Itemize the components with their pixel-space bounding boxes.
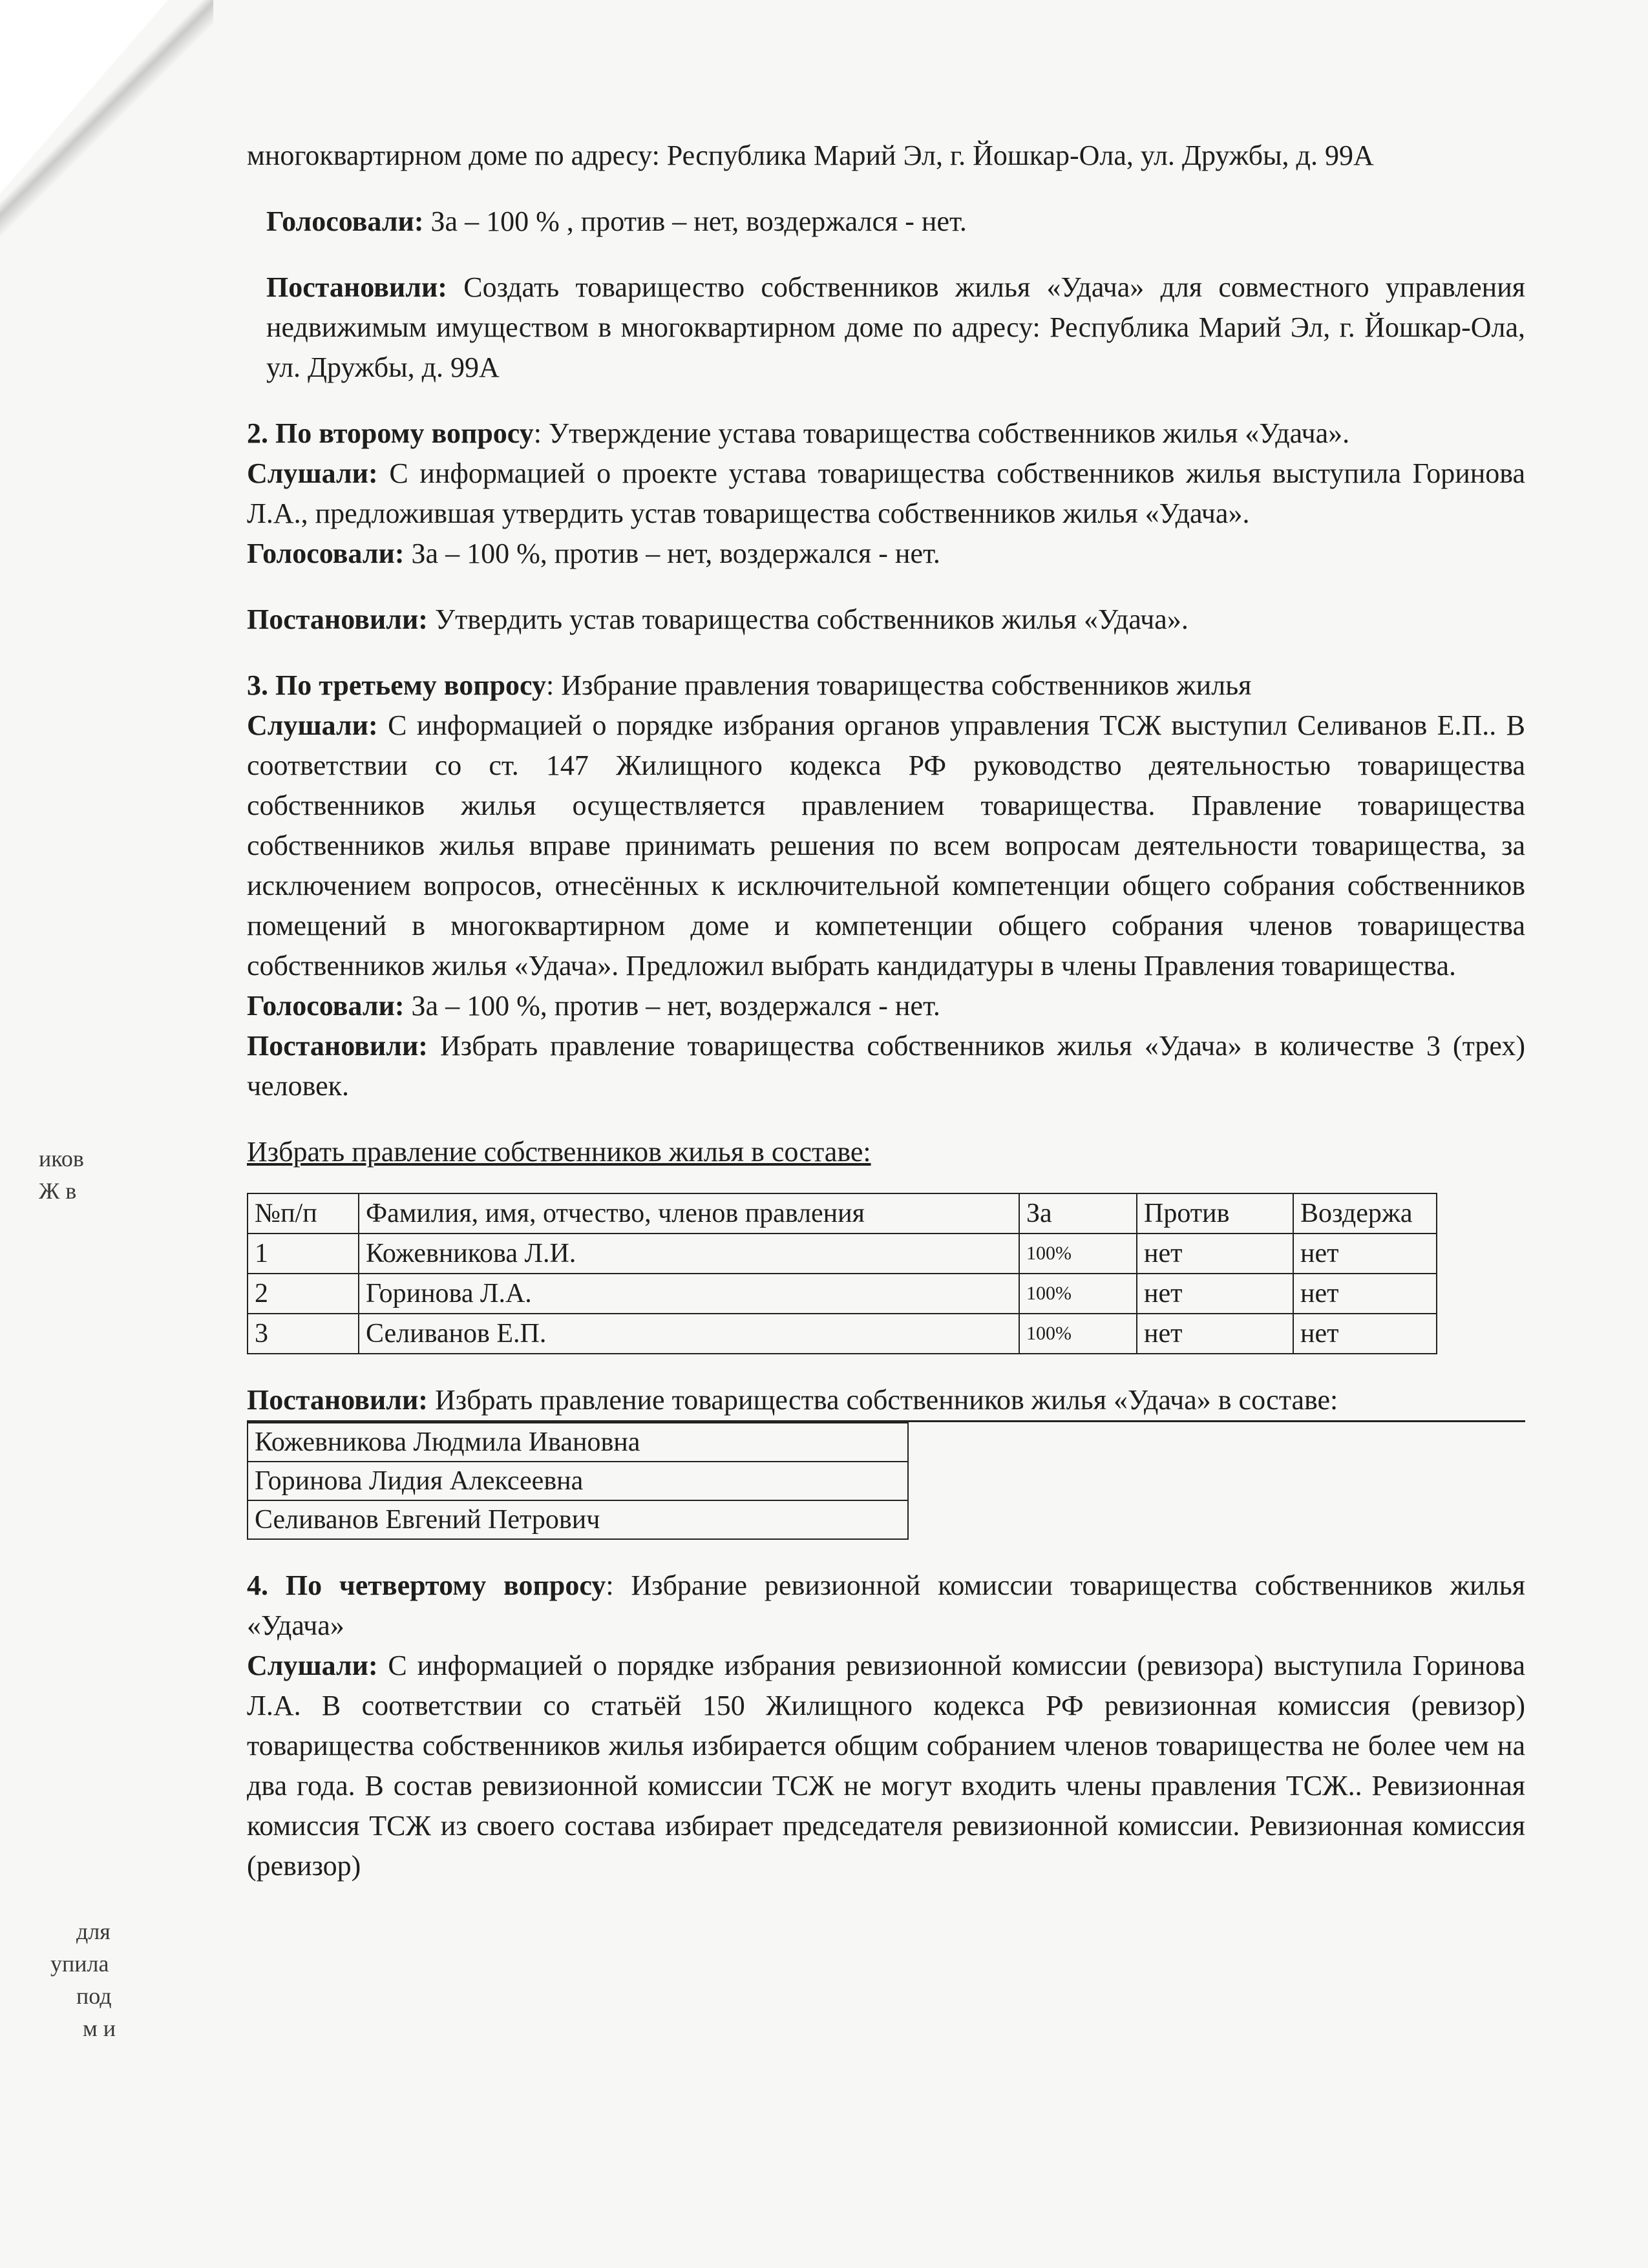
q3-voted [247, 986, 1525, 1026]
heard-text: С информацией о порядке избрания органов управления ТСЖ выступил Селиванов Е.П.. В соответствии со ст. 147 Жилищного кодекса РФ руководство деятельностью товарищества собственников жилья осуществляется правлением товарищества. Правление товарищества собственников жилья вправе принимать решения по всем вопросам деятельности товарищества, за исключением вопросов, отнесённых к исключительной компетенции общего собрания собственников помещений в многоквартирном доме и компетенции общего собрания членов товарищества собственников жилья «Удача». Предложил выбрать кандидатуры в члены Правления товарищества. [247, 709, 1525, 982]
resolved-label: Постановили: [247, 1030, 428, 1062]
heard-label: Слушали: [247, 709, 378, 741]
q3-final-resolved [247, 1380, 1525, 1422]
table-header-cell: Фамилия, имя, отчество, членов правления [359, 1193, 1019, 1234]
table-header-cell: Против [1137, 1193, 1293, 1234]
bleed-through-text: под [76, 1983, 112, 2009]
q1-resolved [247, 268, 1525, 388]
table-cell: Горинова Лидия Алексеевна [248, 1462, 908, 1500]
heard-text: С информацией о порядке избрания ревизионной комиссии (ревизора) выступила Горинова Л.А. В соответствии со статьёй 150 Жилищного кодекса РФ ревизионная комиссия (ревизор) товарищества собственников жилья избирается общим собранием членов товарищества не более чем на два года. В состав ревизионной комиссии ТСЖ не могут входить члены правления ТСЖ.. Ревизионная комиссия ТСЖ из своего состава избирает председателя ревизионной комиссии. Ревизионная комиссия (ревизор) [247, 1650, 1526, 1882]
table-row [248, 1274, 1437, 1314]
question-text: : Утверждение устава товарищества собственников жилья «Удача». [533, 417, 1350, 449]
heard-text: С информацией о проекте устава товарищества собственников жилья выступила Горинова Л.А., предложившая утвердить устав товарищества собственников жилья «Удача». [247, 457, 1526, 529]
bleed-through-text: Ж в [39, 1178, 77, 1204]
heard-label: Слушали: [247, 457, 378, 489]
table-row [248, 1500, 908, 1539]
table-cell: Кожевникова Людмила Ивановна [248, 1423, 908, 1462]
voted-text: За – 100 %, против – нет, воздержался - нет. [411, 990, 940, 1022]
resolved-label: Постановили: [247, 1384, 428, 1416]
document-body [247, 136, 1525, 1886]
q4-heading [247, 1566, 1525, 1646]
q1-intro: многоквартирном доме по адресу: Республика Марий Эл, г. Йошкар-Ола, ул. Дружбы, д. 99А [247, 140, 1374, 171]
question-label: 4. По четвертому вопросу [247, 1570, 606, 1601]
board-vote-table [247, 1193, 1437, 1354]
resolved-text: Утвердить устав товарищества собственников жилья «Удача». [434, 604, 1188, 635]
table-cell: 3 [248, 1314, 359, 1354]
bleed-through-text: иков [39, 1146, 84, 1171]
question-label: 3. По третьему вопросу [247, 669, 546, 701]
table-cell: Кожевникова Л.И. [359, 1234, 1019, 1274]
q2-voted [247, 534, 1525, 574]
table-cell: нет [1293, 1234, 1437, 1274]
table-row [248, 1314, 1437, 1354]
voted-label: Голосовали: [247, 990, 405, 1022]
voted-text: За – 100 %, против – нет, воздержался - нет. [411, 538, 940, 569]
fold-shadow [0, 0, 213, 246]
voted-label: Голосовали: [247, 538, 405, 569]
table-row [248, 1234, 1437, 1274]
table-cell: Селиванов Евгений Петрович [248, 1500, 908, 1539]
board-members-table [247, 1422, 909, 1540]
voted-label: Голосовали: [266, 205, 424, 237]
resolved-text: Избрать правление товарищества собственников жилья «Удача» в составе: [434, 1384, 1338, 1416]
table-cell: 1 [248, 1234, 359, 1274]
q2-resolved [247, 600, 1525, 640]
resolved-text: Создать товарищество собственников жилья «Удача» для совместного управления недвижимым имуществом в многоквартирном доме по адресу: Республика Марий Эл, г. Йошкар-Ола, ул. Дружбы, д. 99А [266, 271, 1525, 383]
table-cell: нет [1137, 1234, 1293, 1274]
q3-heard [247, 706, 1525, 986]
resolved-label: Постановили: [266, 271, 447, 303]
table-header-row [248, 1193, 1437, 1234]
table-header-cell: Воздержа [1293, 1193, 1437, 1234]
bleed-through-text: для [76, 1918, 111, 1944]
table-header-cell: За [1019, 1193, 1137, 1234]
q3-heading [247, 666, 1525, 706]
table-cell: 100% [1019, 1314, 1137, 1354]
voted-text: За – 100 % , против – нет, воздержался - нет. [430, 205, 967, 237]
table-header-cell: №п/п [248, 1193, 359, 1234]
heard-label: Слушали: [247, 1650, 378, 1681]
table-cell: 100% [1019, 1234, 1137, 1274]
question-text: : Избрание правления товарищества собственников жилья [546, 669, 1252, 701]
table-cell: нет [1137, 1314, 1293, 1354]
bleed-through-text: м и [83, 2015, 116, 2041]
q2-heard [247, 454, 1525, 534]
resolved-label: Постановили: [247, 604, 428, 635]
bleed-through-text: упила [50, 1951, 109, 1977]
table-row [248, 1423, 908, 1462]
elect-caption: Избрать правление собственников жилья в составе: [247, 1136, 871, 1168]
q3-resolved [247, 1026, 1525, 1106]
q4-heard [247, 1646, 1525, 1886]
table-cell: нет [1293, 1274, 1437, 1314]
resolved-text: Избрать правление товарищества собственников жилья «Удача» в количестве 3 (трех) человек. [247, 1030, 1525, 1102]
table-cell: Селиванов Е.П. [359, 1314, 1019, 1354]
table-row [248, 1462, 908, 1500]
question-text: : Избрание ревизионной комиссии товарищества собственников жилья «Удача» [247, 1570, 1525, 1641]
table-cell: нет [1293, 1314, 1437, 1354]
question-label: 2. По второму вопросу [247, 417, 534, 449]
table-cell: 100% [1019, 1274, 1137, 1314]
table-cell: Горинова Л.А. [359, 1274, 1019, 1314]
q2-heading [247, 414, 1525, 454]
q1-voted [247, 202, 1525, 242]
table-cell: нет [1137, 1274, 1293, 1314]
table-cell: 2 [248, 1274, 359, 1314]
